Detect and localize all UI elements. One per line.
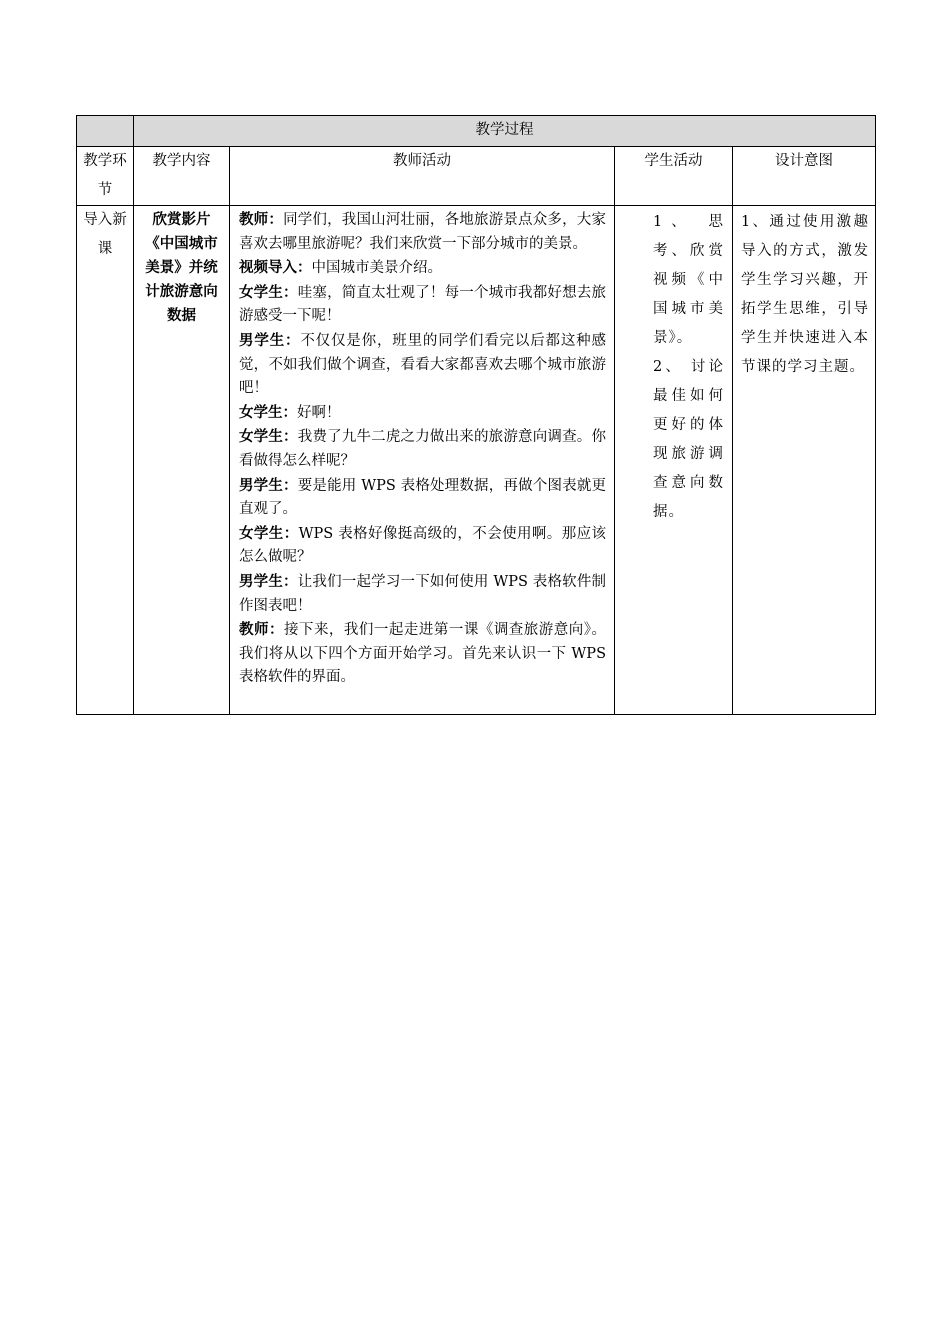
table-title: 教学过程 xyxy=(134,116,876,147)
speaker-label: 女学生： xyxy=(239,428,298,446)
teacher-line xyxy=(239,401,606,426)
line-text: 好啊！ xyxy=(297,404,341,421)
speaker-label: 视频导入： xyxy=(239,259,312,277)
table-row xyxy=(77,206,876,715)
line-text: 哇塞，简直太壮观了！每一个城市我都好想去旅游感受一下呢！ xyxy=(239,284,606,325)
speaker-label: 女学生： xyxy=(239,283,298,301)
speaker-label: 女学生： xyxy=(239,524,299,542)
speaker-label: 女学生： xyxy=(239,403,297,421)
teacher-line xyxy=(239,281,606,329)
line-text: 让我们一起学习一下如何使用 WPS 表格软件制作图表吧！ xyxy=(239,573,607,614)
teacher-line xyxy=(239,329,606,401)
header-design: 设计意图 xyxy=(733,147,876,206)
line-text: 中国城市美景介绍。 xyxy=(311,260,442,277)
teacher-activity-cell xyxy=(230,206,615,715)
teacher-line xyxy=(239,474,606,522)
line-text: 我费了九牛二虎之力做出来的旅游意向调查。你看做得怎么样呢？ xyxy=(239,429,606,469)
speaker-label: 教师： xyxy=(239,621,284,639)
line-text: 同学们，我国山河壮丽，各地旅游景点众多，大家喜欢去哪里旅游呢？我们来欣赏一下部分城市的美景。 xyxy=(239,212,606,252)
teacher-line xyxy=(239,522,606,570)
header-phase: 教学环节 xyxy=(77,147,134,206)
teacher-line xyxy=(239,256,606,281)
speaker-label: 教师： xyxy=(239,211,284,228)
content-cell: 欣赏影片《中国城市美景》并统计旅游意向数据 xyxy=(134,206,230,715)
line-text: 接下来，我们一起走进第一课《调查旅游意向》。我们将从以下四个方面开始学习。首先来认识一下 WPS 表格软件的界面。 xyxy=(239,622,606,686)
header-student: 学生活动 xyxy=(615,147,733,206)
student-item: 1、 思考、欣赏视频《中国城市美景》。 xyxy=(653,214,724,346)
table-title-row xyxy=(77,116,876,147)
header-teacher: 教师活动 xyxy=(230,147,615,206)
header-content: 教学内容 xyxy=(134,147,230,206)
line-text: 要是能用 WPS 表格处理数据，再做个图表就更直观了。 xyxy=(239,477,607,518)
teacher-line xyxy=(239,425,606,473)
teacher-line xyxy=(239,570,606,618)
design-intent-cell: 1、通过使用激趣导入的方式，激发学生学习兴趣，开拓学生思维，引导学生并快速进入本节课的学习主题。 xyxy=(733,206,876,715)
header-row xyxy=(77,147,876,206)
teacher-line xyxy=(239,618,606,690)
student-activity-cell xyxy=(615,206,733,715)
speaker-label: 男学生： xyxy=(239,476,298,494)
phase-cell: 导入新课 xyxy=(77,206,134,715)
student-item: 2、 讨论最佳如何更好的体现旅游调查意向数据。 xyxy=(653,359,724,520)
speaker-label: 男学生： xyxy=(239,572,298,590)
teacher-line xyxy=(239,208,606,256)
line-text: 不仅仅是你，班里的同学们看完以后都这种感觉，不如我们做个调查，看看大家都喜欢去哪个城市旅游吧！ xyxy=(239,332,607,397)
speaker-label: 男学生： xyxy=(239,331,301,349)
line-text: WPS 表格好像挺高级的，不会使用啊。那应该怎么做呢？ xyxy=(239,525,607,566)
teaching-process-table xyxy=(76,115,876,715)
title-blank-cell xyxy=(77,116,134,147)
